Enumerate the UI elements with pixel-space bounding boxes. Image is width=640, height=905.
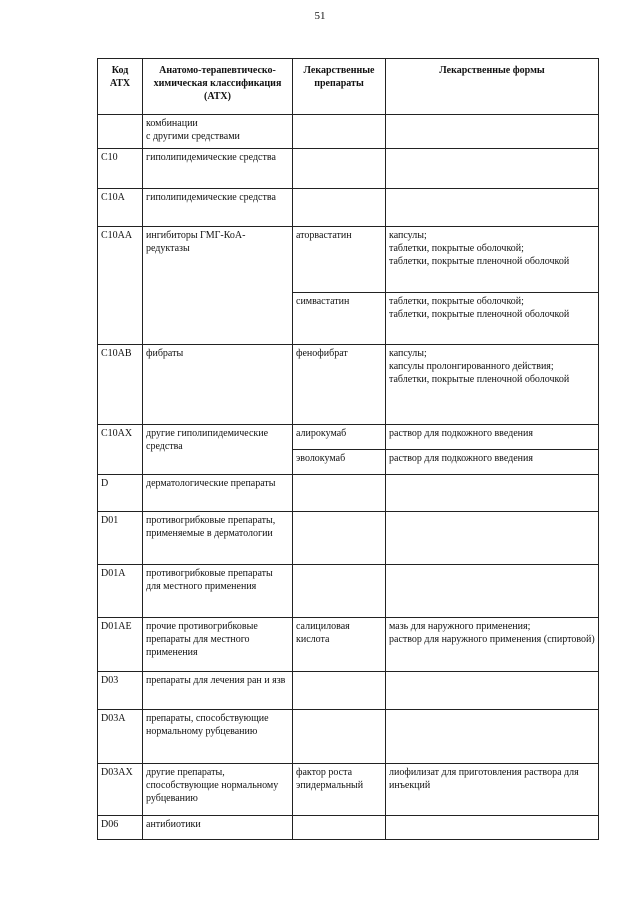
- drug-forms: капсулы; таблетки, покрытые оболочкой; таблетки, покрытые пленочной оболочкой: [386, 227, 599, 293]
- table-row: [98, 565, 599, 618]
- atx-classification: ингибиторы ГМГ-КоА-редуктазы: [143, 227, 293, 345]
- drug-name: [293, 149, 386, 189]
- drug-name: [293, 115, 386, 149]
- table-row: [98, 425, 599, 450]
- atx-code: [98, 115, 143, 149]
- atx-code: D01AE: [98, 618, 143, 672]
- drug-name: [293, 189, 386, 227]
- atx-classification: другие гиполипидемические средства: [143, 425, 293, 475]
- atx-code: D03AX: [98, 764, 143, 816]
- drug-forms: [386, 672, 599, 710]
- table-row: [98, 618, 599, 672]
- drug-forms: мазь для наружного применения; раствор для наружного применения (спиртовой): [386, 618, 599, 672]
- drug-forms: лиофилизат для приготовления раствора для инъекций: [386, 764, 599, 816]
- atx-code: D03A: [98, 710, 143, 764]
- drug-forms: [386, 189, 599, 227]
- atx-code: D03: [98, 672, 143, 710]
- drug-name: [293, 672, 386, 710]
- atx-classification: гиполипидемические средства: [143, 149, 293, 189]
- table-row: [98, 149, 599, 189]
- drug-forms: [386, 512, 599, 565]
- drug-name: эволокумаб: [293, 450, 386, 475]
- atx-code: D: [98, 475, 143, 512]
- table-row: [98, 227, 599, 293]
- drug-name: симвастатин: [293, 293, 386, 345]
- atx-code: C10: [98, 149, 143, 189]
- table-row: [98, 189, 599, 227]
- drug-forms: капсулы; капсулы пролонгированного действия; таблетки, покрытые пленочной оболочкой: [386, 345, 599, 425]
- table-row: [98, 672, 599, 710]
- atx-code: C10AA: [98, 227, 143, 345]
- atx-classification: гиполипидемические средства: [143, 189, 293, 227]
- atx-code: C10A: [98, 189, 143, 227]
- atx-classification: дерматологические препараты: [143, 475, 293, 512]
- table-row: [98, 512, 599, 565]
- atx-code: D06: [98, 816, 143, 840]
- table-header-row: [98, 59, 599, 115]
- atx-classification: комбинации с другими средствами: [143, 115, 293, 149]
- drug-forms: раствор для подкожного введения: [386, 450, 599, 475]
- drug-name: [293, 512, 386, 565]
- atx-classification: препараты, способствующие нормальному рубцеванию: [143, 710, 293, 764]
- table-row: [98, 115, 599, 149]
- atx-classification: антибиотики: [143, 816, 293, 840]
- drug-forms: [386, 565, 599, 618]
- atx-classification: препараты для лечения ран и язв: [143, 672, 293, 710]
- drug-forms: [386, 475, 599, 512]
- drug-name: [293, 816, 386, 840]
- atx-code: D01: [98, 512, 143, 565]
- table-row: [98, 710, 599, 764]
- atx-code: C10AB: [98, 345, 143, 425]
- drug-name: салициловая кислота: [293, 618, 386, 672]
- atx-classification: противогрибковые препараты, применяемые в дерматологии: [143, 512, 293, 565]
- header-drugs: Лекарственные препараты: [293, 59, 386, 115]
- page-number: 51: [314, 10, 326, 22]
- atx-classification: фибраты: [143, 345, 293, 425]
- atx-classification: прочие противогрибковые препараты для местного применения: [143, 618, 293, 672]
- atx-table: [97, 58, 599, 840]
- header-classification: Анатомо-терапевтическо-химическая классификация (АТХ): [143, 59, 293, 115]
- table-row: [98, 345, 599, 425]
- drug-name: [293, 710, 386, 764]
- header-forms: Лекарственные формы: [386, 59, 599, 115]
- drug-name: фенофибрат: [293, 345, 386, 425]
- drug-forms: [386, 710, 599, 764]
- drug-name: [293, 475, 386, 512]
- drug-forms: раствор для подкожного введения: [386, 425, 599, 450]
- drug-forms: [386, 149, 599, 189]
- drug-name: алирокумаб: [293, 425, 386, 450]
- atx-code: C10AX: [98, 425, 143, 475]
- header-code: Код АТХ: [98, 59, 143, 115]
- drug-forms: [386, 115, 599, 149]
- table-row: [98, 475, 599, 512]
- table-row: [98, 764, 599, 816]
- atx-classification: другие препараты, способствующие нормальному рубцеванию: [143, 764, 293, 816]
- drug-name: фактор роста эпидермальный: [293, 764, 386, 816]
- drug-name: аторвастатин: [293, 227, 386, 293]
- drug-forms: таблетки, покрытые оболочкой; таблетки, покрытые пленочной оболочкой: [386, 293, 599, 345]
- atx-code: D01A: [98, 565, 143, 618]
- drug-name: [293, 565, 386, 618]
- drug-forms: [386, 816, 599, 840]
- table-row: [98, 816, 599, 840]
- atx-classification: противогрибковые препараты для местного применения: [143, 565, 293, 618]
